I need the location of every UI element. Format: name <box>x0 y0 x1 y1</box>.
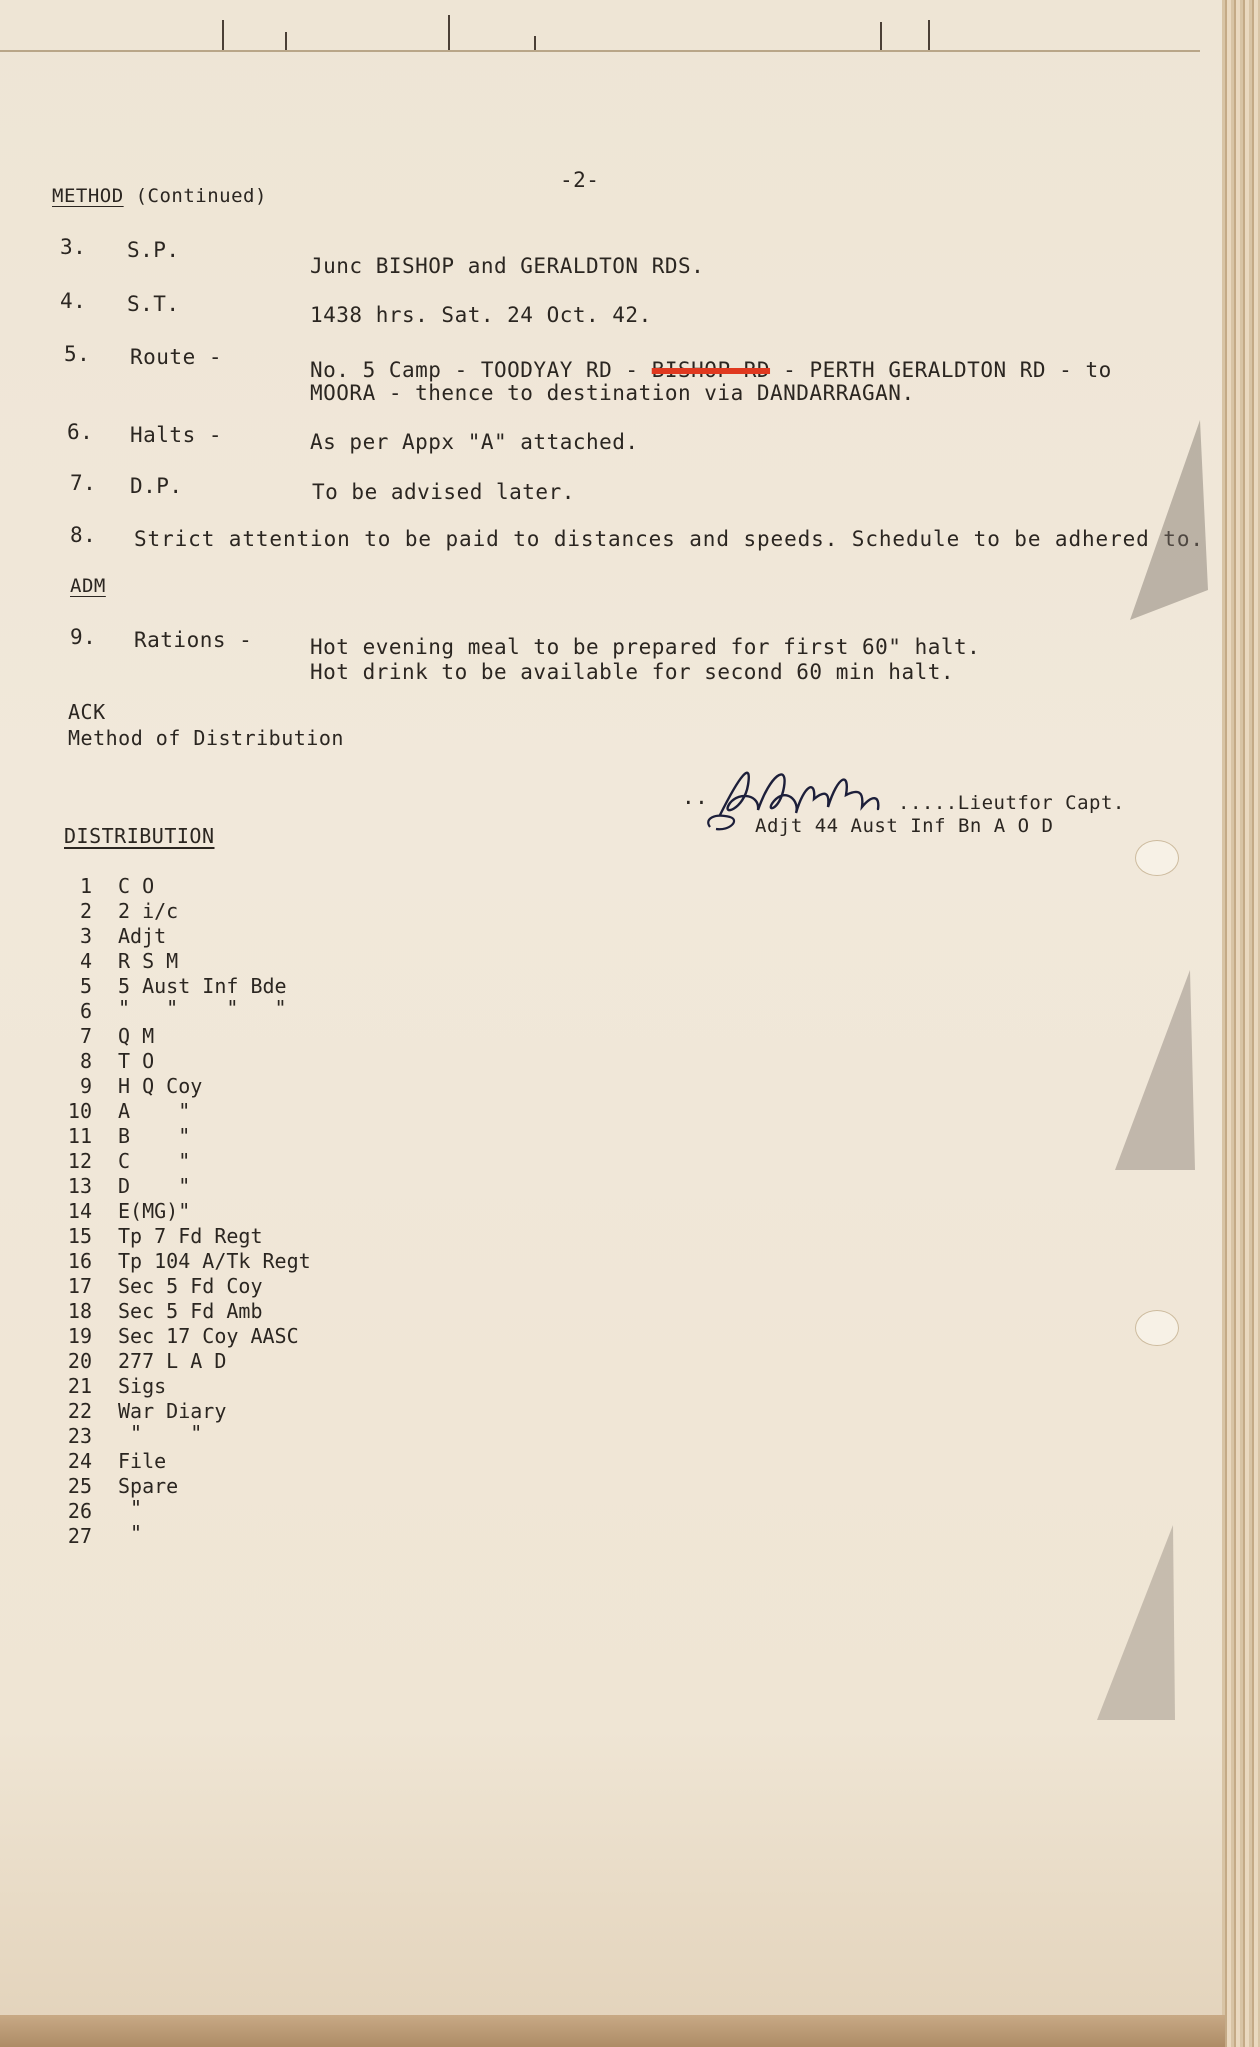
distribution-heading: DISTRIBUTION <box>64 824 215 848</box>
fold-line <box>0 50 1200 52</box>
item-label: Halts - <box>130 423 223 447</box>
route-text-a: No. 5 Camp - TOODYAY RD - <box>310 358 652 382</box>
list-item-number: 16 <box>67 1249 92 1273</box>
binder-mark <box>928 20 930 52</box>
list-item-number: 15 <box>67 1224 92 1248</box>
binder-mark <box>880 22 882 50</box>
item-label: D.P. <box>130 474 183 498</box>
list-item-number: 5 <box>79 974 92 998</box>
list-item: Spare <box>118 1474 179 1498</box>
ack-label: ACK <box>68 700 106 724</box>
list-item: C O <box>118 874 155 898</box>
ink-smudge <box>1110 970 1200 1180</box>
list-item-number: 25 <box>67 1474 92 1498</box>
list-item: D " <box>118 1174 191 1198</box>
list-item-number: 17 <box>67 1274 92 1298</box>
list-item: R S M <box>118 949 179 973</box>
adm-heading: ADM <box>70 575 106 597</box>
binder-mark <box>222 20 224 50</box>
binder-mark <box>448 15 450 50</box>
signature-rank: .....Lieutfor Capt. <box>898 792 1125 814</box>
list-item: Adjt <box>118 924 167 948</box>
punch-hole <box>1135 840 1179 876</box>
list-item: H Q Coy <box>118 1074 203 1098</box>
list-item: 2 i/c <box>118 899 179 923</box>
binder-mark <box>285 32 287 50</box>
rations-line-2: Hot drink to be available for second 60 min halt. <box>310 660 955 684</box>
list-item-number: 4 <box>79 949 92 973</box>
list-item: Q M <box>118 1024 155 1048</box>
list-item-number: 12 <box>67 1149 92 1173</box>
item-label: S.P. <box>127 238 180 262</box>
item-label: Route - <box>130 345 223 369</box>
item-number: 9. <box>70 625 97 649</box>
page-number: -2- <box>560 168 600 192</box>
list-item: Sec 5 Fd Amb <box>118 1299 263 1323</box>
list-item-number: 22 <box>67 1399 92 1423</box>
page-bottom-edge <box>0 2015 1225 2047</box>
list-item-number: 27 <box>67 1524 92 1548</box>
list-item-number: 26 <box>67 1499 92 1523</box>
method-heading-label: METHOD <box>52 185 124 207</box>
list-item: C " <box>118 1149 191 1173</box>
list-item-number: 1 <box>79 874 92 898</box>
list-item: " " " " <box>118 996 287 1020</box>
list-item-number: 10 <box>67 1099 92 1123</box>
item-text: 1438 hrs. Sat. 24 Oct. 42. <box>310 303 652 327</box>
list-item-number: 11 <box>67 1124 92 1148</box>
item-number: 4. <box>60 289 87 313</box>
list-item: File <box>118 1449 167 1473</box>
page-stack-edge <box>1222 0 1260 2047</box>
rations-line-1: Hot evening meal to be prepared for first 60" halt. <box>310 635 981 659</box>
item-number: 3. <box>60 235 87 259</box>
ink-smudge <box>1120 420 1210 620</box>
list-item-number: 23 <box>67 1424 92 1448</box>
signature-dots: .. <box>682 785 709 809</box>
list-item: Sec 5 Fd Coy <box>118 1274 263 1298</box>
list-item-number: 2 <box>79 899 92 923</box>
route-struck-text: BISHOP RD <box>651 358 771 382</box>
list-item: " <box>118 1496 143 1520</box>
list-item: B " <box>118 1124 191 1148</box>
item-label: S.T. <box>127 292 180 316</box>
list-item-number: 13 <box>67 1174 92 1198</box>
signature-appointment: Adjt 44 Aust Inf Bn A O D <box>755 815 1054 837</box>
list-item-number: 19 <box>67 1324 92 1348</box>
method-continued-label: (Continued) <box>135 185 267 207</box>
item-text-line2: MOORA - thence to destination via DANDARRAGAN. <box>310 381 915 405</box>
list-item-number: 7 <box>79 1024 92 1048</box>
list-item-number: 6 <box>79 999 92 1023</box>
list-item: Tp 7 Fd Regt <box>118 1224 263 1248</box>
list-item-number: 9 <box>79 1074 92 1098</box>
list-item: " " <box>118 1421 203 1445</box>
list-item-number: 8 <box>79 1049 92 1073</box>
item-text: Junc BISHOP and GERALDTON RDS. <box>310 254 705 278</box>
item-number: 6. <box>67 420 94 444</box>
list-item-number: 14 <box>67 1199 92 1223</box>
list-item: E(MG)" <box>118 1199 191 1223</box>
list-item-number: 21 <box>67 1374 92 1398</box>
list-item-number: 3 <box>79 924 92 948</box>
list-item: " <box>118 1521 143 1545</box>
method-heading <box>52 185 267 207</box>
list-item-number: 24 <box>67 1449 92 1473</box>
item-text: As per Appx "A" attached. <box>310 430 639 454</box>
list-item: A " <box>118 1099 191 1123</box>
ink-smudge <box>1095 1525 1185 1725</box>
item-number: 5. <box>64 342 91 366</box>
list-item: T O <box>118 1049 155 1073</box>
list-item: 277 L A D <box>118 1349 227 1373</box>
item-text: To be advised later. <box>312 480 575 504</box>
punch-hole <box>1135 1310 1179 1346</box>
item-label: Rations - <box>134 628 253 652</box>
route-text-b: - PERTH GERALDTON RD - to <box>770 358 1112 382</box>
list-item-number: 18 <box>67 1299 92 1323</box>
list-item: 5 Aust Inf Bde <box>118 974 287 998</box>
method-of-distribution: Method of Distribution <box>68 726 344 750</box>
item-number: 8. <box>70 523 97 547</box>
list-item: War Diary <box>118 1399 227 1423</box>
item-text <box>310 358 1112 382</box>
item-number: 7. <box>70 471 97 495</box>
list-item: Sec 17 Coy AASC <box>118 1324 299 1348</box>
item-text: Strict attention to be paid to distances and speeds. Schedule to be adhered to. <box>134 527 1204 551</box>
list-item-number: 20 <box>67 1349 92 1373</box>
list-item: Tp 104 A/Tk Regt <box>118 1249 311 1273</box>
list-item: Sigs <box>118 1374 167 1398</box>
